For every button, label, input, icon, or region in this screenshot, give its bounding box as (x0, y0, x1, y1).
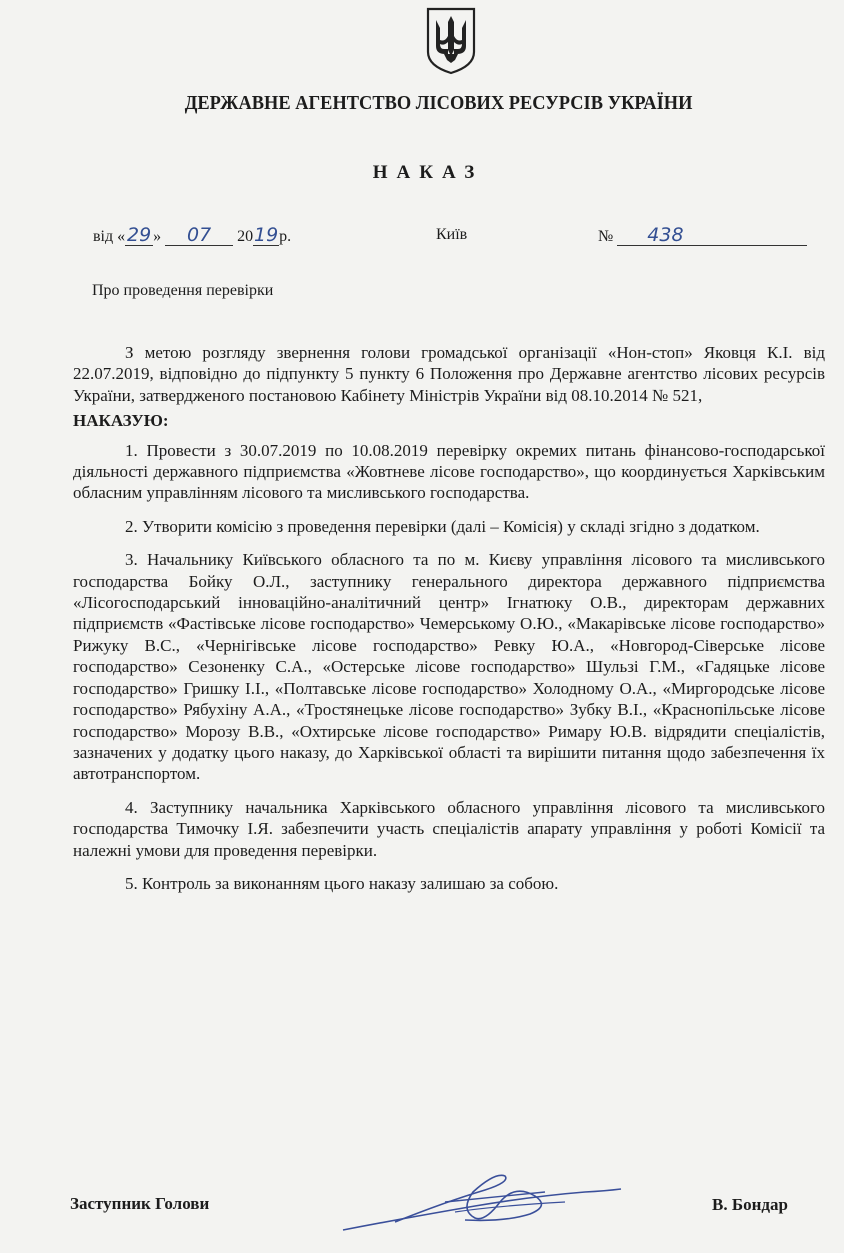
number-label: № (598, 228, 614, 245)
document-type: НАКАЗ (372, 162, 484, 183)
order-date (93, 226, 291, 246)
date-year-suffix: 19 (254, 224, 279, 246)
order-item-5: 5. Контроль за виконанням цього наказу залишаю за собою. (125, 873, 559, 893)
order-number (598, 226, 807, 246)
date-quote-close: » (153, 228, 162, 245)
date-year-prefix: 20 (237, 228, 254, 245)
date-day: 29 (127, 224, 152, 246)
date-year-end: р. (279, 228, 292, 245)
handwritten-signature (335, 1162, 625, 1242)
date-prefix: від « (93, 228, 126, 245)
agency-name: ДЕРЖАВНЕ АГЕНТСТВО ЛІСОВИХ РЕСУРСІВ УКРАЇНИ (184, 92, 693, 114)
order-body (73, 342, 825, 894)
order-subject: Про проведення перевірки (92, 282, 274, 299)
order-item-4: 4. Заступнику начальника Харківського обласного управління лісового та мисливського господарства Тимочку І.Я. забезпечити участь спеціалістів апарату управління у роботі Комісії та належні умови для проведення перевірки. (73, 797, 825, 860)
signatory-name: В. Бондар (712, 1195, 788, 1214)
date-month: 07 (165, 226, 233, 246)
order-item-2: 2. Утворити комісію з проведення перевірки (далі – Комісія) у складі згідно з додатком. (125, 516, 760, 536)
signatory-title: Заступник Голови (70, 1194, 210, 1213)
order-heading: НАКАЗУЮ: (73, 411, 169, 431)
tryzub-coat-of-arms-icon (425, 6, 477, 76)
order-item-3: 3. Начальнику Київського обласного та по м. Києву управління лісового та мисливського господарства Бойку О.Л., заступнику генерального директора державного підприємства «Лісогосподарський інноваційно-аналітичний центр» Ігнатюку О.В., директорам державних підприємств «Фастівське лісове господарство» Чемерському О.Ю., «Макарівське лісове господарство» Рижуку В.С., «Чернігівське лісове господарство» Ревку Ю.А., «Новгород-Сіверське лісове господарство» Сезоненку С.А., «Остерське лісове господарство» Шульзі Г.М., «Гадяцьке лісове господарство» Гришку І.І., «Полтавське лісове господарство» Холодному О.А., «Миргородське лісове господарство» Рябухіну А.А., «Тростянецьке лісове господарство» Зубку В.І., «Краснопільське лісове господарство» Морозу В.В., «Охтирське лісове господарство» Римару Ю.В. відрядити спеціалістів, зазначених у додатку цього наказу, до Харківської області та вирішити питання щодо забезпечення їх автотранспортом. (73, 550, 825, 784)
order-city: Київ (436, 226, 468, 243)
preamble: З метою розгляду звернення голови громадської організації «Нон-стоп» Яковця К.І. від 22.07.2019, відповідно до підпункту 5 пункту 6 Положення про Державне агентство лісових ресурсів України, затвердженого постановою Кабінету Міністрів України від 08.10.2014 № 521, (73, 343, 825, 405)
order-item-1: 1. Провести з 30.07.2019 по 10.08.2019 перевірку окремих питань фінансово-господарської діяльності державного підприємства «Жовтневе лісове господарство», що координується Харківським обласним управлінням лісового та мисливського господарства. (73, 440, 825, 503)
number-value: 438 (617, 226, 807, 246)
